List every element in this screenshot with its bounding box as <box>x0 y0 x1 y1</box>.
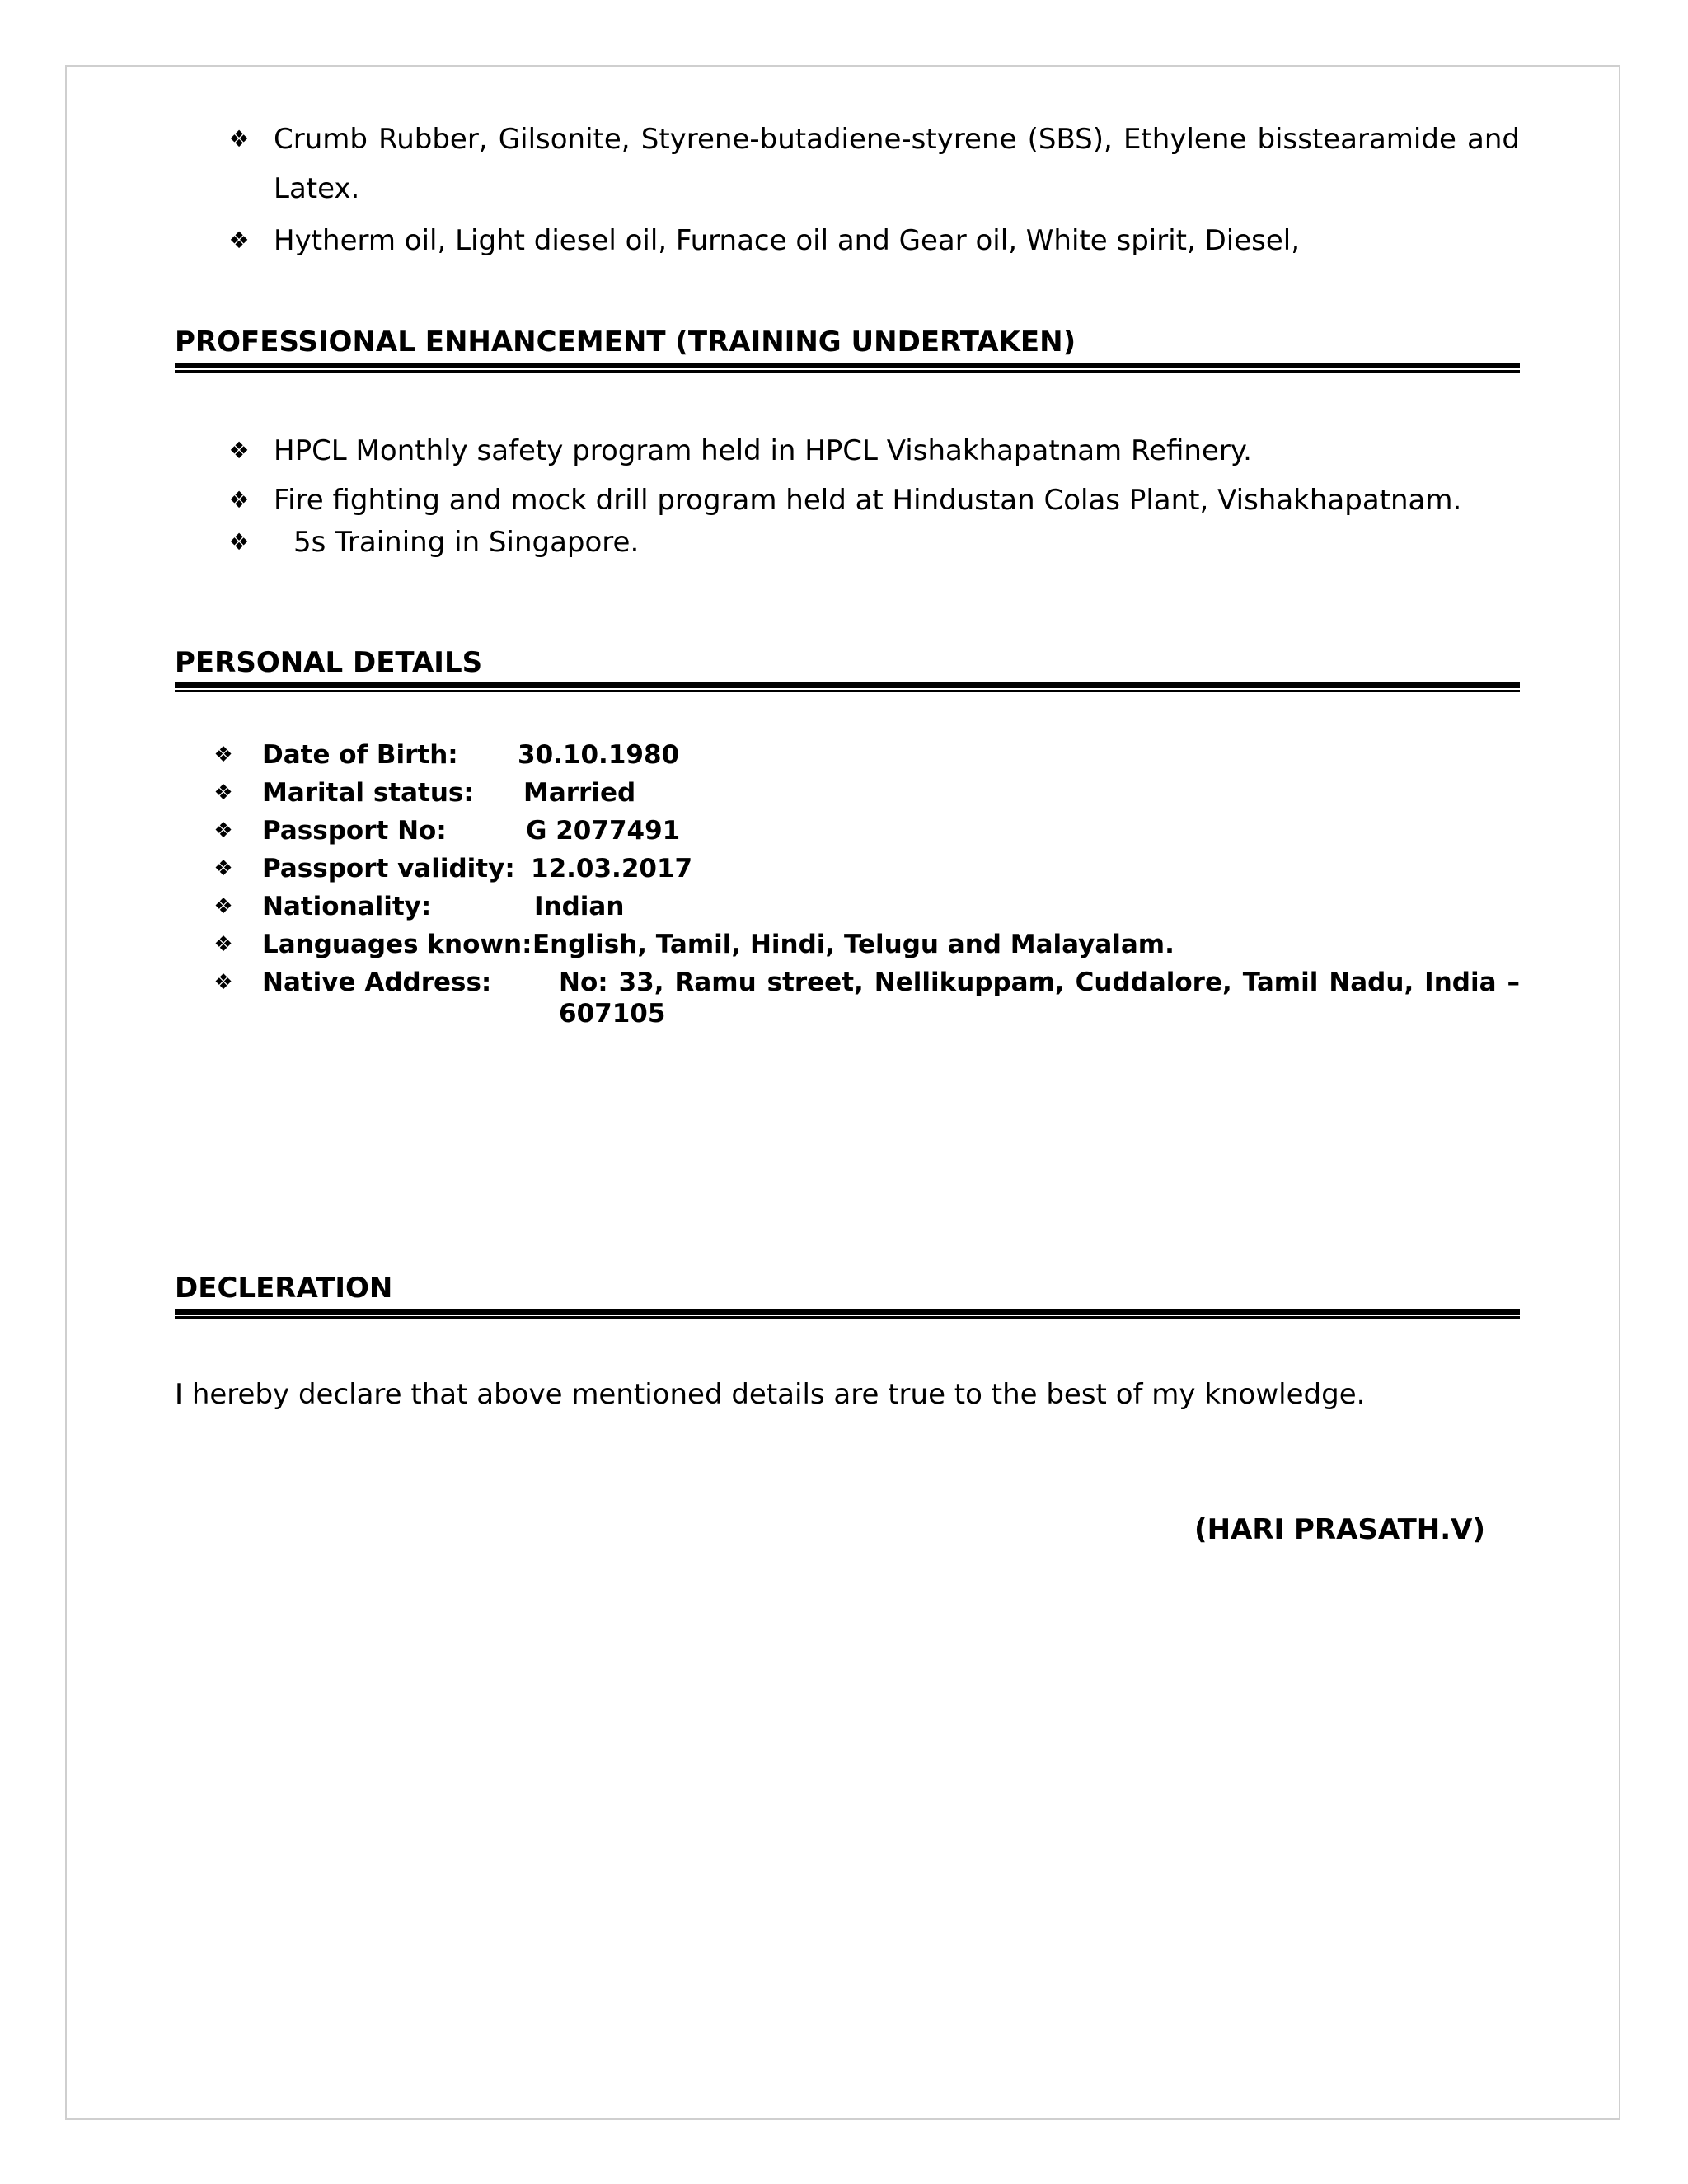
list-item <box>175 216 1520 265</box>
section-heading-professional: PROFESSIONAL ENHANCEMENT (TRAINING UNDERTAKEN) <box>175 326 1076 359</box>
section-heading-declaration: DECLERATION <box>175 1272 393 1305</box>
section-rule <box>175 682 1520 692</box>
diamond-bullet-icon: ❖ <box>213 932 233 957</box>
diamond-bullet-icon: ❖ <box>213 894 233 919</box>
dob-label: Date of Birth: <box>262 740 458 770</box>
list-item <box>175 739 1520 777</box>
validity-label: Passport validity: <box>262 854 515 883</box>
training-item-3: 5s Training in Singapore. <box>293 526 640 559</box>
diamond-bullet-icon: ❖ <box>228 486 250 513</box>
diamond-bullet-icon: ❖ <box>228 437 250 464</box>
marital-value: Married <box>523 778 636 808</box>
diamond-bullet-icon: ❖ <box>228 528 250 555</box>
address-label: Native Address: <box>262 968 492 997</box>
personal-details-list <box>175 739 1520 1033</box>
nationality-label: Nationality: <box>262 892 432 921</box>
list-item <box>175 967 1520 1033</box>
materials-item-2: Hytherm oil, Light diesel oil, Furnace oil and Gear oil, White spirit, Diesel, <box>274 224 1301 257</box>
languages-value: English, Tamil, Hindi, Telugu and Malayalam. <box>532 930 1175 959</box>
marital-label: Marital status: <box>262 778 474 808</box>
page-border <box>65 65 1620 2120</box>
diamond-bullet-icon: ❖ <box>213 743 233 767</box>
validity-value: 12.03.2017 <box>531 854 693 883</box>
list-item <box>175 518 1520 567</box>
training-item-2: Fire fighting and mock drill program held at Hindustan Colas Plant, Vishakhapatnam. <box>274 484 1462 517</box>
passport-value: G 2077491 <box>526 816 681 846</box>
nationality-value: Indian <box>534 892 625 921</box>
materials-item-1: Crumb Rubber, Gilsonite, Styrene-butadiene-styrene (SBS), Ethylene bisstearamide and Latex. <box>274 123 1520 205</box>
dob-value: 30.10.1980 <box>518 740 680 770</box>
passport-label: Passport No: <box>262 816 447 846</box>
diamond-bullet-icon: ❖ <box>228 227 250 254</box>
signature-name: (HARI PRASATH.V) <box>1194 1513 1485 1546</box>
section-rule <box>175 363 1520 373</box>
list-item <box>175 426 1520 476</box>
diamond-bullet-icon: ❖ <box>213 780 233 805</box>
declaration-text: I hereby declare that above mentioned details are true to the best of my knowledge. <box>175 1378 1366 1411</box>
list-item <box>175 815 1520 853</box>
diamond-bullet-icon: ❖ <box>213 970 233 995</box>
training-list <box>175 426 1520 567</box>
languages-label: Languages known: <box>262 930 532 959</box>
diamond-bullet-icon: ❖ <box>213 856 233 881</box>
list-item <box>175 853 1520 891</box>
diamond-bullet-icon: ❖ <box>213 818 233 843</box>
materials-list <box>175 115 1520 265</box>
list-item <box>175 777 1520 815</box>
section-heading-personal: PERSONAL DETAILS <box>175 646 483 679</box>
section-rule <box>175 1309 1520 1319</box>
list-item <box>175 891 1520 929</box>
diamond-bullet-icon: ❖ <box>228 125 250 152</box>
address-value: No: 33, Ramu street, Nellikuppam, Cuddalore, Tamil Nadu, India – 607105 <box>559 968 1520 1029</box>
training-item-1: HPCL Monthly safety program held in HPCL Vishakhapatnam Refinery. <box>274 434 1252 467</box>
list-item <box>175 929 1520 967</box>
list-item <box>175 115 1520 213</box>
